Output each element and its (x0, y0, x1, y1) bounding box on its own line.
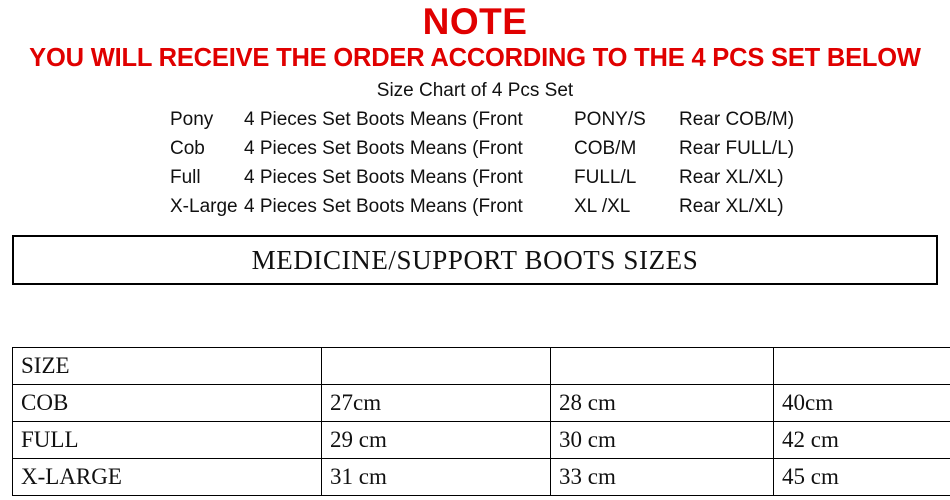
table-cell-value: 27cm (322, 385, 551, 422)
note-subtitle: YOU WILL RECEIVE THE ORDER ACCORDING TO THE 4 PCS SET BELOW (0, 43, 950, 73)
table-row (13, 385, 950, 422)
size-label: Full (170, 163, 244, 192)
size-rear: Rear COB/M) (679, 105, 794, 134)
size-chart-heading: Size Chart of 4 Pcs Set (0, 79, 950, 103)
size-chart-row (170, 163, 950, 192)
table-cell-header-col2 (322, 348, 551, 385)
table-cell-value: 33 cm (551, 459, 774, 496)
boots-sizes-banner (12, 235, 938, 285)
table-cell-header-col4 (774, 348, 950, 385)
size-front: PONY/S (574, 105, 679, 134)
table-cell-header-col3 (551, 348, 774, 385)
table-cell-value: 45 cm (774, 459, 950, 496)
size-chart-row (170, 105, 950, 134)
table-cell-value: 31 cm (322, 459, 551, 496)
size-rear: Rear XL/XL) (679, 163, 784, 192)
size-description: 4 Pieces Set Boots Means (Front (244, 163, 574, 192)
size-front: XL /XL (574, 192, 679, 221)
size-chart-row (170, 192, 950, 221)
size-front: COB/M (574, 134, 679, 163)
size-rear: Rear XL/XL) (679, 192, 784, 221)
table-cell-value: 30 cm (551, 422, 774, 459)
size-label: Cob (170, 134, 244, 163)
table-row-header (13, 348, 950, 385)
size-description: 4 Pieces Set Boots Means (Front (244, 105, 574, 134)
size-description: 4 Pieces Set Boots Means (Front (244, 134, 574, 163)
size-description: 4 Pieces Set Boots Means (Front (244, 192, 574, 221)
table-row (13, 459, 950, 496)
size-chart-row (170, 134, 950, 163)
table-cell-size: COB (13, 385, 322, 422)
table-cell-header-size: SIZE (13, 348, 322, 385)
table-cell-value: 29 cm (322, 422, 551, 459)
table-row (13, 422, 950, 459)
table-cell-size: FULL (13, 422, 322, 459)
table-cell-size: X-LARGE (13, 459, 322, 496)
spacer (0, 285, 950, 347)
size-rear: Rear FULL/L) (679, 134, 794, 163)
size-label: X-Large (170, 192, 244, 221)
size-label: Pony (170, 105, 244, 134)
size-front: FULL/L (574, 163, 679, 192)
table-cell-value: 40cm (774, 385, 950, 422)
banner-text: MEDICINE/SUPPORT BOOTS SIZES (252, 245, 699, 276)
table-cell-value: 42 cm (774, 422, 950, 459)
note-title: NOTE (0, 2, 950, 42)
sizes-table (12, 347, 950, 496)
document-page (0, 2, 950, 500)
table-cell-value: 28 cm (551, 385, 774, 422)
size-chart-rows (0, 105, 950, 221)
